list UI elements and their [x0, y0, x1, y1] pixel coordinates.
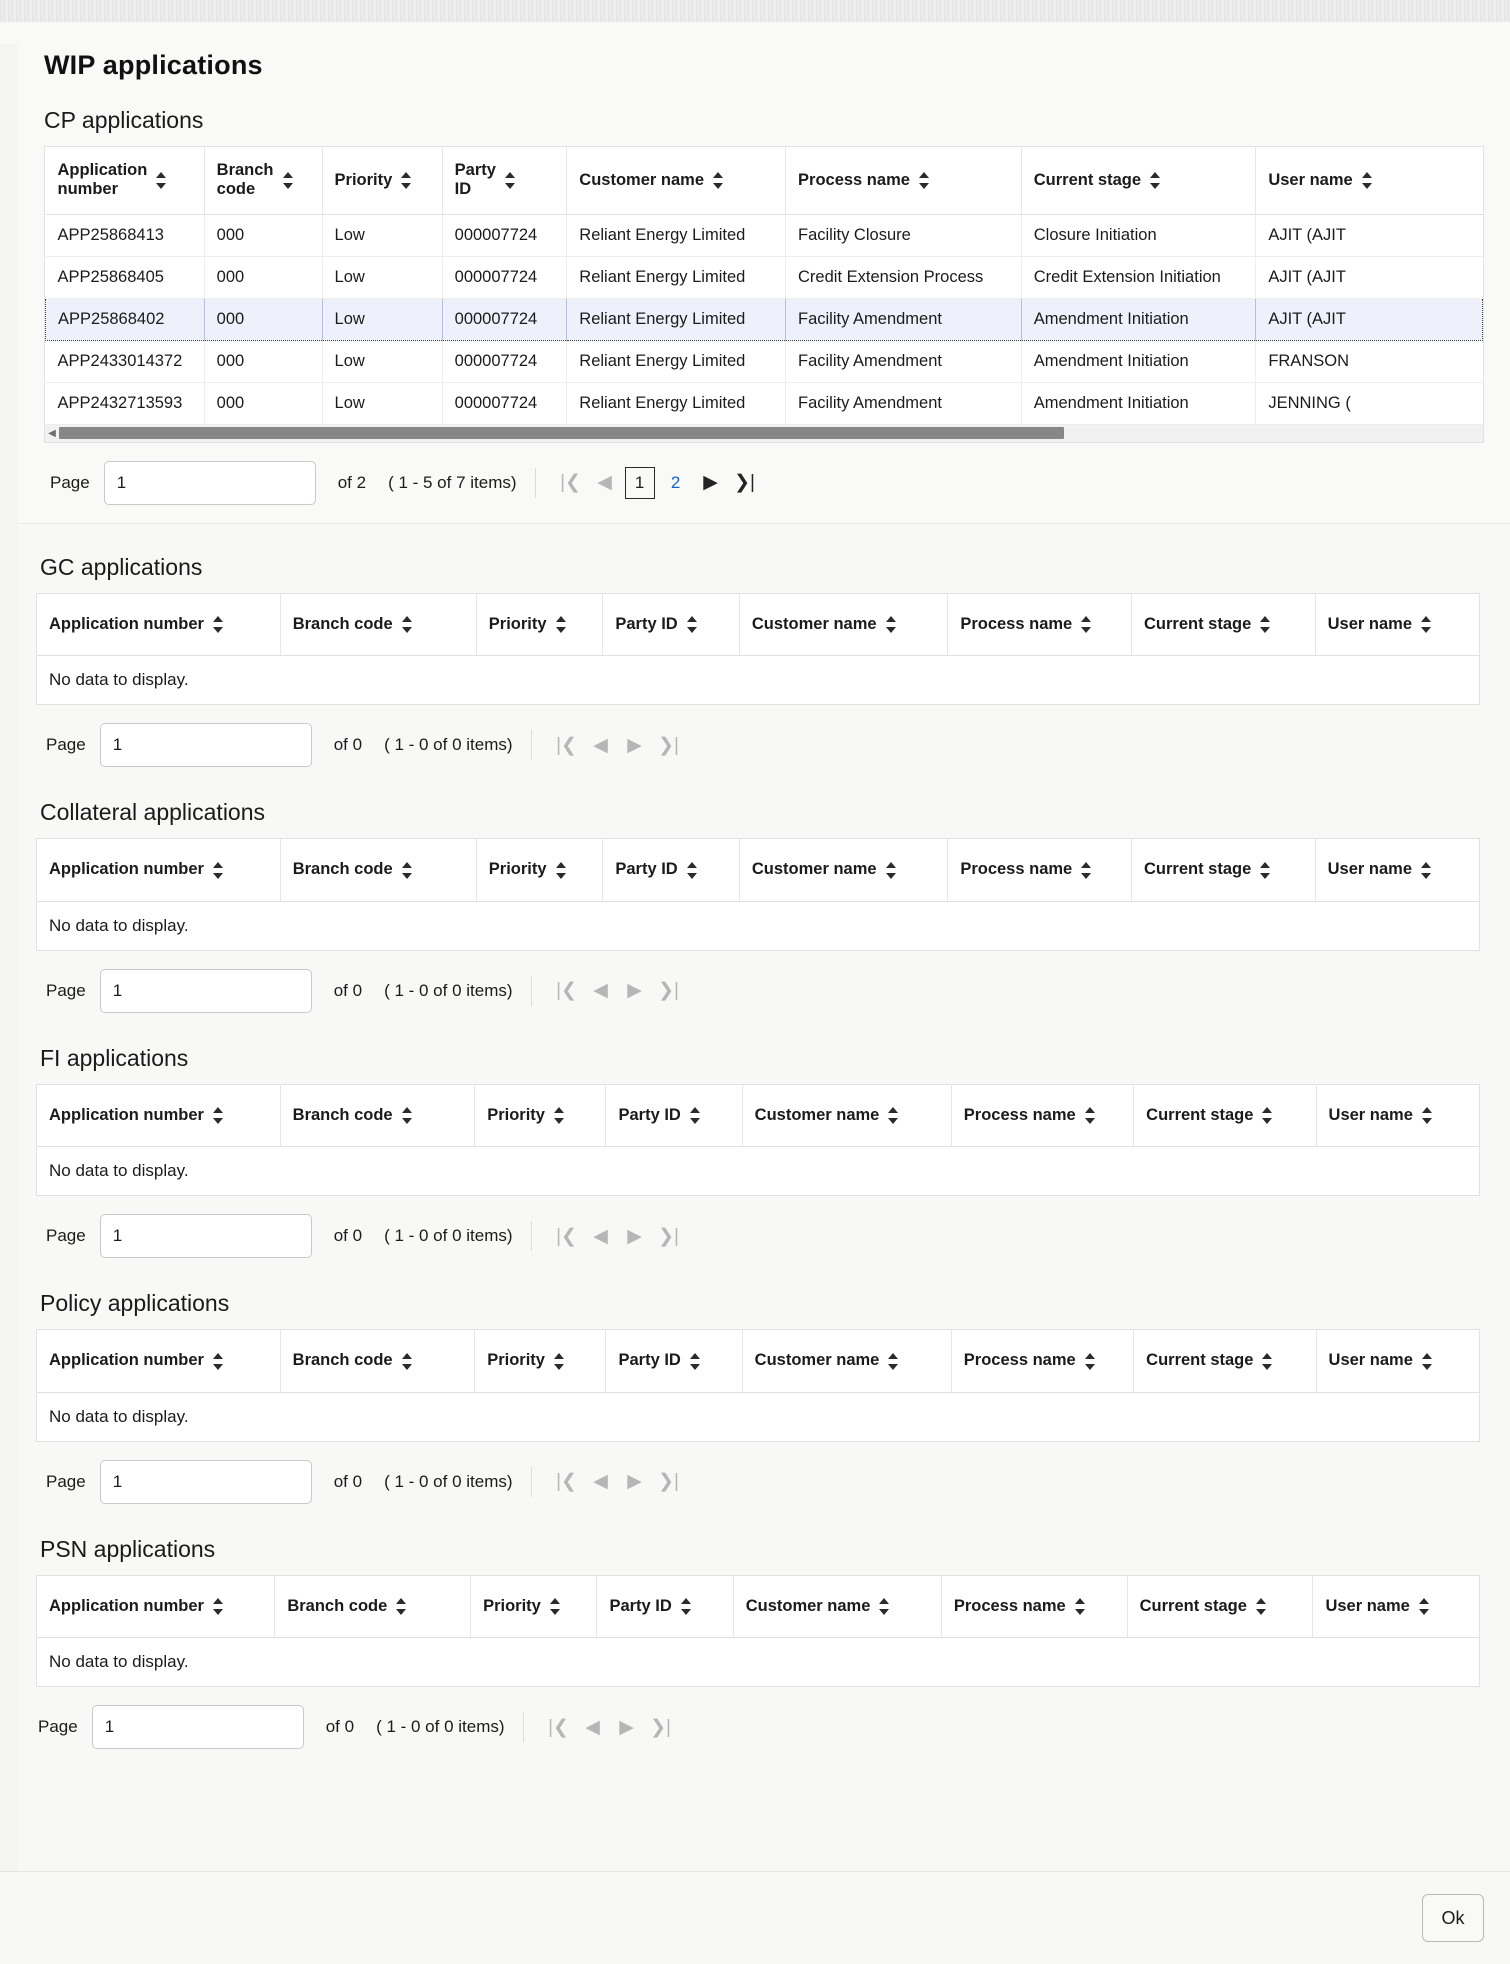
cell-branch-code: 000	[204, 382, 322, 424]
column-header[interactable]	[606, 1330, 742, 1392]
cell-branch-code: 000	[204, 214, 322, 256]
cell-customer-name: Reliant Energy Limited	[567, 256, 786, 298]
scrollbar-thumb[interactable]	[59, 427, 1064, 439]
page-label: Page	[46, 1226, 86, 1246]
column-header[interactable]	[1315, 839, 1479, 901]
empty-state-message: No data to display.	[37, 1393, 1479, 1442]
column-header[interactable]	[280, 594, 476, 656]
sort-updown-icon[interactable]	[1421, 862, 1432, 879]
column-header[interactable]	[951, 1085, 1133, 1147]
column-header[interactable]	[567, 147, 786, 214]
column-header[interactable]	[37, 839, 280, 901]
sort-updown-icon[interactable]	[556, 862, 567, 879]
column-header-label: Current stage	[1143, 860, 1252, 879]
psn-applications-table-container	[36, 1575, 1480, 1688]
cell-application-number: APP2433014372	[46, 340, 205, 382]
column-header-label: Customer name	[751, 860, 877, 879]
column-header[interactable]	[1315, 594, 1479, 656]
total-pages-label: of 2	[337, 472, 367, 492]
column-header[interactable]	[37, 1576, 275, 1638]
column-header-label: Branch code	[216, 161, 274, 199]
sort-updown-icon[interactable]	[919, 172, 930, 189]
sort-updown-icon[interactable]	[1150, 172, 1161, 189]
column-header[interactable]	[606, 1085, 742, 1147]
column-header[interactable]	[948, 839, 1132, 901]
column-header[interactable]	[742, 1330, 951, 1392]
pager-divider	[531, 1467, 532, 1497]
total-pages-label: of 0	[333, 980, 363, 1000]
column-header[interactable]	[280, 1085, 475, 1147]
cell-current-stage: Amendment Initiation	[1021, 298, 1256, 340]
cell-current-stage: Closure Initiation	[1021, 214, 1256, 256]
pagination-bar	[0, 705, 1510, 773]
column-header-label: Branch code	[287, 1596, 388, 1615]
column-header[interactable]	[603, 594, 740, 656]
column-header-label: User name	[1327, 614, 1413, 633]
column-header[interactable]	[1256, 147, 1483, 214]
cell-party-id: 000007724	[442, 382, 567, 424]
sort-updown-icon[interactable]	[1260, 862, 1271, 879]
page-label: Page	[50, 472, 90, 492]
items-range-label: ( 1 - 0 of 0 items)	[384, 980, 513, 1000]
section-title-collateral: Collateral applications	[40, 799, 266, 826]
cell-customer-name: Reliant Energy Limited	[567, 298, 786, 340]
table-header-row	[37, 1576, 1479, 1638]
section-title-cp: CP applications	[44, 107, 204, 133]
policy-applications-table-container	[36, 1329, 1480, 1442]
column-header[interactable]	[46, 147, 205, 214]
first-page-icon[interactable]: |❮	[556, 734, 577, 756]
last-page-icon[interactable]: ❯|	[734, 472, 755, 494]
section-title-fi: FI applications	[40, 1044, 189, 1071]
column-header-label: Application number	[49, 1351, 204, 1370]
column-header-label: User name	[1328, 1105, 1413, 1124]
column-header-label: Party ID	[618, 1351, 681, 1370]
first-page-icon[interactable]: |❮	[548, 1716, 569, 1738]
cell-customer-name: Reliant Energy Limited	[567, 382, 786, 424]
page-label: Page	[46, 735, 86, 755]
column-header-label: Customer name	[579, 170, 704, 189]
cell-priority: Low	[322, 298, 442, 340]
sort-updown-icon[interactable]	[554, 1353, 565, 1370]
column-header[interactable]	[1316, 1330, 1479, 1392]
sort-updown-icon[interactable]	[213, 1107, 224, 1124]
fi-applications-table	[37, 1085, 1479, 1148]
column-header-label: Priority	[488, 614, 547, 633]
table-row[interactable]	[46, 298, 1483, 340]
first-page-icon[interactable]: |❮	[556, 980, 577, 1002]
sort-updown-icon[interactable]	[888, 1107, 899, 1124]
cell-branch-code: 000	[204, 298, 322, 340]
cell-user-name: JENNING (	[1256, 382, 1483, 424]
column-header[interactable]	[1131, 594, 1315, 656]
cell-branch-code: 000	[204, 340, 322, 382]
sort-updown-icon[interactable]	[402, 616, 413, 633]
first-page-icon[interactable]: |❮	[556, 1471, 577, 1493]
sort-updown-icon[interactable]	[1262, 1353, 1273, 1370]
column-header-label: Priority	[488, 860, 547, 879]
column-header[interactable]	[442, 147, 567, 214]
previous-page-icon[interactable]: ◀	[585, 1716, 600, 1738]
sort-updown-icon[interactable]	[1081, 862, 1092, 879]
column-header[interactable]	[471, 1576, 597, 1638]
sort-updown-icon[interactable]	[1362, 172, 1373, 189]
pager-divider	[523, 1712, 524, 1742]
page-label: Page	[46, 1471, 86, 1491]
cell-customer-name: Reliant Energy Limited	[567, 340, 786, 382]
horizontal-scrollbar[interactable]	[44, 425, 1484, 443]
column-header-label: Customer name	[751, 614, 877, 633]
column-header[interactable]	[948, 594, 1132, 656]
table-row[interactable]	[46, 256, 1483, 298]
psn-applications-table	[37, 1576, 1479, 1639]
gc-applications-table-container	[36, 593, 1480, 706]
column-header[interactable]	[951, 1330, 1133, 1392]
sort-updown-icon[interactable]	[713, 172, 724, 189]
sort-updown-icon[interactable]	[550, 1598, 561, 1615]
pager-divider	[531, 730, 532, 760]
column-header-label: Party ID	[454, 161, 496, 199]
sort-updown-icon[interactable]	[690, 1107, 701, 1124]
sort-updown-icon[interactable]	[1256, 1598, 1267, 1615]
column-header[interactable]	[475, 1330, 606, 1392]
sort-updown-icon[interactable]	[396, 1598, 407, 1615]
page-number-input[interactable]	[100, 1214, 312, 1258]
column-header[interactable]	[476, 839, 603, 901]
column-header-label: User name	[1325, 1596, 1410, 1615]
sort-updown-icon[interactable]	[1262, 1107, 1273, 1124]
pagination-bar	[0, 951, 1510, 1019]
scroll-left-icon[interactable]: ◀	[48, 427, 56, 439]
sort-updown-icon[interactable]	[556, 616, 567, 633]
column-header-label: Process name	[963, 1351, 1076, 1370]
last-page-icon[interactable]: ❯|	[650, 1716, 671, 1738]
column-header[interactable]	[1021, 147, 1256, 214]
column-header[interactable]	[941, 1576, 1127, 1638]
ok-button[interactable]: Ok	[1422, 1894, 1484, 1942]
sort-updown-icon[interactable]	[1421, 616, 1432, 633]
pager-divider	[531, 976, 532, 1006]
sort-updown-icon[interactable]	[156, 172, 167, 189]
column-header[interactable]	[733, 1576, 941, 1638]
sort-updown-icon[interactable]	[690, 1353, 701, 1370]
column-header-label: Branch code	[292, 1351, 393, 1370]
column-header-label: Priority	[487, 1351, 545, 1370]
collateral-applications-table	[37, 839, 1479, 902]
collateral-applications-table-container	[36, 838, 1480, 951]
column-header-label: Current stage	[1143, 614, 1252, 633]
pagination-bar	[0, 1687, 1510, 1755]
column-header-label: Branch code	[292, 614, 393, 633]
column-header[interactable]	[1313, 1576, 1479, 1638]
cell-party-id: 000007724	[442, 256, 567, 298]
column-header[interactable]	[280, 839, 476, 901]
fi-applications-table-container	[36, 1084, 1480, 1197]
sort-updown-icon[interactable]	[283, 172, 294, 189]
next-page-icon[interactable]: ▶	[627, 1225, 642, 1247]
cp-applications-table	[45, 147, 1483, 425]
sort-updown-icon[interactable]	[687, 616, 698, 633]
column-header-label: Customer name	[754, 1351, 880, 1370]
column-header-label: Current stage	[1139, 1596, 1247, 1615]
cell-priority: Low	[322, 256, 442, 298]
column-header[interactable]	[1134, 1085, 1316, 1147]
cell-application-number: APP25868413	[46, 214, 205, 256]
other-sections-region	[0, 524, 1510, 1756]
cell-priority: Low	[322, 214, 442, 256]
total-pages-label: of 0	[325, 1717, 355, 1737]
column-header[interactable]	[739, 839, 947, 901]
column-header-label: Process name	[963, 1105, 1076, 1124]
cell-priority: Low	[322, 340, 442, 382]
sort-updown-icon[interactable]	[213, 1353, 224, 1370]
previous-page-icon[interactable]: ◀	[597, 472, 612, 494]
column-header[interactable]	[1316, 1085, 1479, 1147]
table-row[interactable]	[46, 382, 1483, 424]
cp-applications-region	[0, 22, 1510, 524]
table-header-row	[37, 1085, 1479, 1147]
sort-updown-icon[interactable]	[1081, 616, 1092, 633]
wip-applications-page	[0, 22, 1510, 1964]
last-page-icon[interactable]: ❯|	[658, 1471, 679, 1493]
footer-bar	[0, 1872, 1510, 1964]
items-range-label: ( 1 - 0 of 0 items)	[384, 735, 513, 755]
column-header[interactable]	[37, 594, 280, 656]
empty-state-message: No data to display.	[37, 656, 1479, 705]
page-number-input[interactable]	[104, 461, 316, 505]
pager-divider	[531, 1221, 532, 1251]
previous-page-icon[interactable]: ◀	[593, 734, 608, 756]
total-pages-label: of 0	[333, 1226, 363, 1246]
policy-applications-table	[37, 1330, 1479, 1393]
table-row[interactable]	[46, 340, 1483, 382]
last-page-icon[interactable]: ❯|	[658, 980, 679, 1002]
column-header[interactable]	[1127, 1576, 1313, 1638]
next-page-icon[interactable]: ▶	[627, 734, 642, 756]
page-title: WIP applications	[44, 50, 263, 80]
cell-process-name: Facility Amendment	[786, 382, 1022, 424]
sort-updown-icon[interactable]	[1422, 1353, 1433, 1370]
cell-priority: Low	[322, 382, 442, 424]
cell-application-number: APP25868405	[46, 256, 205, 298]
cp-applications-table-container	[44, 146, 1484, 425]
table-row[interactable]	[46, 214, 1483, 256]
page-label: Page	[46, 980, 86, 1000]
column-header-label: Process name	[960, 860, 1073, 879]
column-header[interactable]	[597, 1576, 733, 1638]
cell-current-stage: Amendment Initiation	[1021, 340, 1256, 382]
obscured-top-band	[0, 0, 1510, 22]
column-header-label: Party ID	[609, 1596, 672, 1615]
section-title-gc: GC applications	[40, 553, 203, 580]
column-header-label: Application number	[49, 614, 204, 633]
page-number-link[interactable]: 2	[670, 472, 681, 492]
page-number-input[interactable]	[100, 723, 312, 767]
sort-updown-icon[interactable]	[1260, 616, 1271, 633]
sort-updown-icon[interactable]	[888, 1353, 899, 1370]
pagination-bar	[0, 1442, 1510, 1510]
column-header-label: Customer name	[745, 1596, 871, 1615]
cell-process-name: Credit Extension Process	[786, 256, 1022, 298]
column-header[interactable]	[1131, 839, 1315, 901]
items-range-label: ( 1 - 5 of 7 items)	[388, 472, 517, 492]
column-header-label: Application number	[49, 1105, 204, 1124]
cell-user-name: AJIT (AJIT	[1256, 256, 1483, 298]
column-header-label: Application number	[49, 860, 204, 879]
cell-application-number: APP25868402	[46, 298, 205, 340]
column-header[interactable]	[742, 1085, 951, 1147]
pagination-bar	[0, 443, 1510, 511]
table-header-row	[46, 147, 1483, 214]
cell-party-id: 000007724	[442, 298, 567, 340]
column-header-label: Current stage	[1146, 1351, 1254, 1370]
cell-current-stage: Credit Extension Initiation	[1021, 256, 1256, 298]
column-header[interactable]	[475, 1085, 606, 1147]
left-gutter	[0, 44, 18, 1964]
cell-process-name: Facility Amendment	[786, 298, 1022, 340]
first-page-icon[interactable]: |❮	[556, 1225, 577, 1247]
column-header-label: Process name	[798, 170, 910, 189]
cell-process-name: Facility Amendment	[786, 340, 1022, 382]
column-header[interactable]	[37, 1330, 280, 1392]
column-header[interactable]	[37, 1085, 280, 1147]
section-title-psn: PSN applications	[40, 1535, 216, 1562]
page-number-current[interactable]: 1	[625, 467, 655, 499]
empty-state-message: No data to display.	[37, 1147, 1479, 1196]
items-range-label: ( 1 - 0 of 0 items)	[384, 1226, 513, 1246]
sort-updown-icon[interactable]	[879, 1598, 890, 1615]
sort-updown-icon[interactable]	[402, 1353, 413, 1370]
column-header-label: Process name	[953, 1596, 1066, 1615]
previous-page-icon[interactable]: ◀	[593, 980, 608, 1002]
column-header-label: Current stage	[1033, 170, 1142, 189]
previous-page-icon[interactable]: ◀	[593, 1225, 608, 1247]
page-number-input[interactable]	[100, 1460, 312, 1504]
cell-party-id: 000007724	[442, 214, 567, 256]
column-header-label: User name	[1268, 170, 1353, 189]
last-page-icon[interactable]: ❯|	[658, 1225, 679, 1247]
column-header[interactable]	[476, 594, 603, 656]
sort-updown-icon[interactable]	[1085, 1107, 1096, 1124]
sort-updown-icon[interactable]	[554, 1107, 565, 1124]
sort-updown-icon[interactable]	[681, 1598, 692, 1615]
column-header-label: Application number	[49, 1596, 204, 1615]
column-header-label: Party ID	[615, 614, 678, 633]
column-header-label: Priority	[334, 170, 393, 189]
column-header-label: Process name	[960, 614, 1073, 633]
sort-updown-icon[interactable]	[1075, 1598, 1086, 1615]
sort-updown-icon[interactable]	[402, 1107, 413, 1124]
cell-user-name: AJIT (AJIT	[1256, 214, 1483, 256]
page-number-input[interactable]	[92, 1705, 304, 1749]
sort-updown-icon[interactable]	[886, 862, 897, 879]
cell-party-id: 000007724	[442, 340, 567, 382]
table-header-row	[37, 1330, 1479, 1392]
column-header-label: User name	[1328, 1351, 1413, 1370]
page-label: Page	[38, 1717, 78, 1737]
sort-updown-icon[interactable]	[886, 616, 897, 633]
items-range-label: ( 1 - 0 of 0 items)	[376, 1717, 505, 1737]
empty-state-message: No data to display.	[37, 902, 1479, 951]
previous-page-icon[interactable]: ◀	[593, 1471, 608, 1493]
sort-updown-icon[interactable]	[1085, 1353, 1096, 1370]
cell-branch-code: 000	[204, 256, 322, 298]
cell-current-stage: Amendment Initiation	[1021, 382, 1256, 424]
total-pages-label: of 0	[333, 1471, 363, 1491]
column-header[interactable]	[1134, 1330, 1316, 1392]
sort-updown-icon[interactable]	[1422, 1107, 1433, 1124]
column-header-label: Application number	[57, 161, 148, 199]
column-header-label: Branch code	[292, 1105, 393, 1124]
column-header[interactable]	[280, 1330, 475, 1392]
column-header-label: Party ID	[615, 860, 678, 879]
column-header[interactable]	[603, 839, 740, 901]
column-header[interactable]	[786, 147, 1022, 214]
first-page-icon[interactable]: |❮	[560, 472, 581, 494]
column-header-label: Current stage	[1146, 1105, 1254, 1124]
sort-updown-icon[interactable]	[213, 862, 224, 879]
column-header[interactable]	[204, 147, 322, 214]
next-page-icon[interactable]: ▶	[627, 980, 642, 1002]
column-header[interactable]	[275, 1576, 471, 1638]
column-header-label: Branch code	[292, 860, 393, 879]
column-header-label: Party ID	[618, 1105, 681, 1124]
column-header-label: User name	[1327, 860, 1413, 879]
table-header-row	[37, 839, 1479, 901]
cell-customer-name: Reliant Energy Limited	[567, 214, 786, 256]
gc-applications-table	[37, 594, 1479, 657]
page-number-input[interactable]	[100, 969, 312, 1013]
next-page-icon[interactable]: ▶	[619, 1716, 634, 1738]
last-page-icon[interactable]: ❯|	[658, 734, 679, 756]
cell-application-number: APP2432713593	[46, 382, 205, 424]
next-page-icon[interactable]: ▶	[703, 472, 718, 494]
sort-updown-icon[interactable]	[401, 172, 412, 189]
sort-updown-icon[interactable]	[505, 172, 516, 189]
section-title-policy: Policy applications	[40, 1290, 230, 1317]
sort-updown-icon[interactable]	[213, 1598, 224, 1615]
items-range-label: ( 1 - 0 of 0 items)	[384, 1471, 513, 1491]
cell-user-name: AJIT (AJIT	[1256, 298, 1483, 340]
column-header[interactable]	[739, 594, 947, 656]
column-header[interactable]	[322, 147, 442, 214]
column-header-label: Customer name	[754, 1105, 880, 1124]
total-pages-label: of 0	[333, 735, 363, 755]
column-header-label: Priority	[487, 1105, 545, 1124]
table-header-row	[37, 594, 1479, 656]
sort-updown-icon[interactable]	[402, 862, 413, 879]
sort-updown-icon[interactable]	[213, 616, 224, 633]
empty-state-message: No data to display.	[37, 1638, 1479, 1687]
cell-user-name: FRANSON	[1256, 340, 1483, 382]
next-page-icon[interactable]: ▶	[627, 1471, 642, 1493]
column-header-label: Priority	[483, 1596, 541, 1615]
cell-process-name: Facility Closure	[786, 214, 1022, 256]
sort-updown-icon[interactable]	[1419, 1598, 1430, 1615]
sort-updown-icon[interactable]	[687, 862, 698, 879]
pagination-bar	[0, 1196, 1510, 1264]
pager-divider	[535, 468, 536, 498]
